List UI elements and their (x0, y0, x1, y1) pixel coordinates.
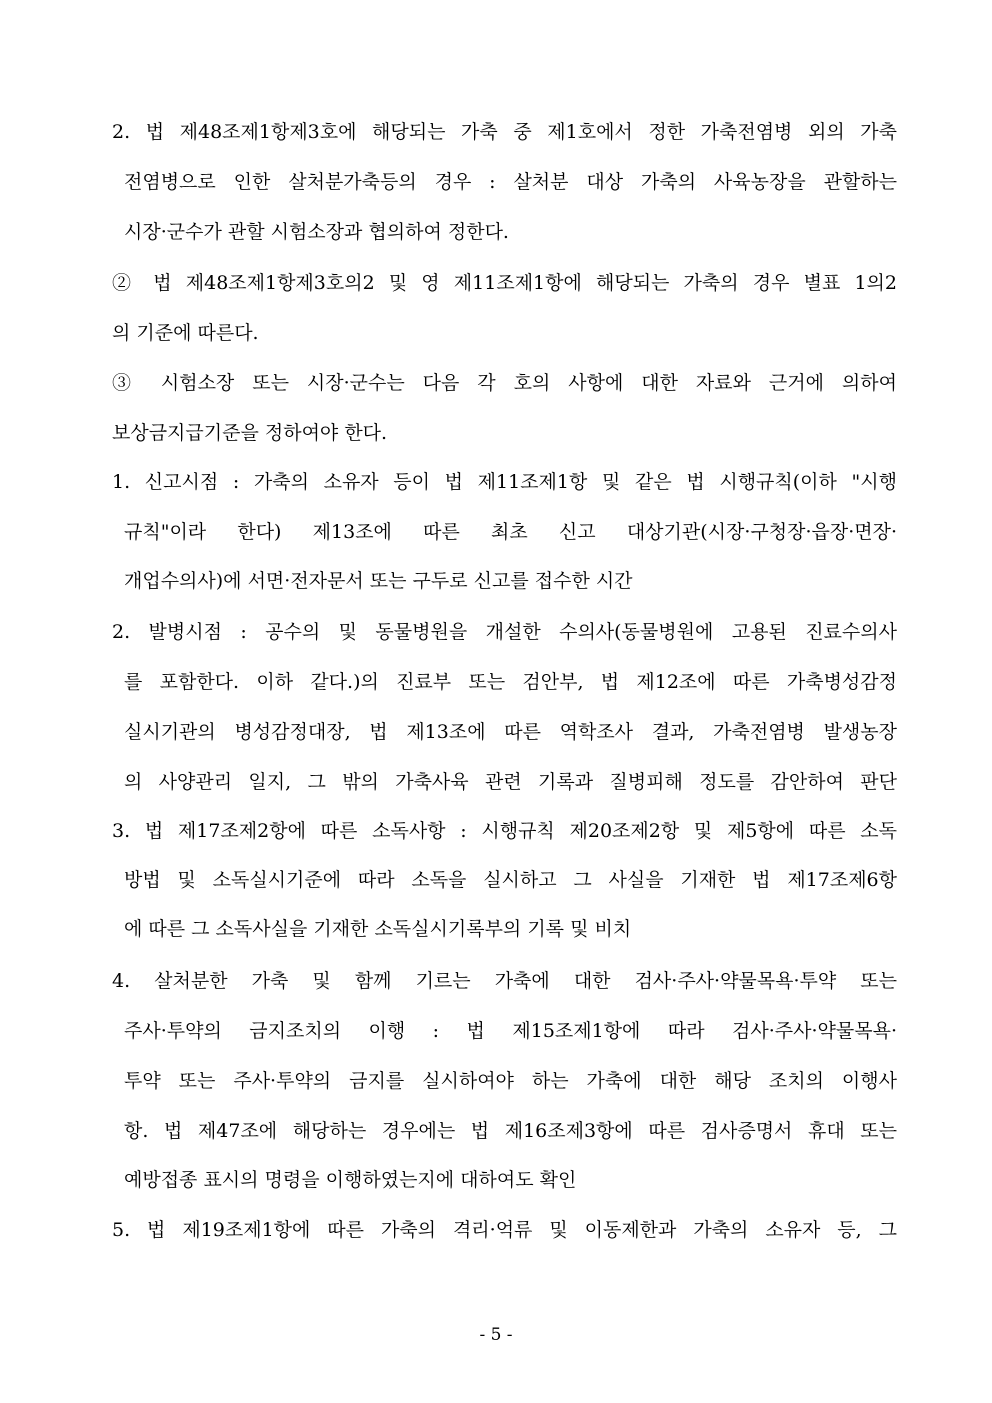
text-line: 투약 또는 주사·투약의 금지를 실시하여야 하는 가축에 대한 해당 조치의 이행사 (124, 1070, 897, 1092)
text-line: 4. 살처분한 가축 및 함께 기르는 가축에 대한 검사·주사·약물목욕·투약 또는 (112, 970, 897, 992)
text-line: ③ 시험소장 또는 시장·군수는 다음 각 호의 사항에 대한 자료와 근거에 의하여 (112, 372, 897, 394)
text-line: 의 사양관리 일지, 그 밖의 가축사육 관련 기록과 질병피해 정도를 감안하여 판단 (124, 771, 897, 793)
text-line: 에 따른 그 소독사실을 기재한 소독실시기록부의 기록 및 비치 (124, 918, 632, 940)
page-number: - 5 - (479, 1325, 513, 1345)
text-line: 주사·투약의 금지조치의 이행 : 법 제15조제1항에 따라 검사·주사·약물목욕· (124, 1020, 897, 1042)
text-line: 3. 법 제17조제2항에 따른 소독사항 : 시행규칙 제20조제2항 및 제5항에 따른 소독 (112, 820, 897, 842)
text-line: 1. 신고시점 : 가축의 소유자 등이 법 제11조제1항 및 같은 법 시행규칙(이하 "시행 (112, 471, 897, 493)
text-line: 2. 발병시점 : 공수의 및 동물병원을 개설한 수의사(동물병원에 고용된 진료수의사 (112, 621, 897, 643)
text-line: 2. 법 제48조제1항제3호에 해당되는 가축 중 제1호에서 정한 가축전염병 외의 가축 (112, 121, 897, 143)
text-line: 시장·군수가 관할 시험소장과 협의하여 정한다. (124, 221, 509, 243)
text-line: 항. 법 제47조에 해당하는 경우에는 법 제16조제3항에 따른 검사증명서 휴대 또는 (124, 1120, 897, 1142)
text-line: 방법 및 소독실시기준에 따라 소독을 실시하고 그 사실을 기재한 법 제17조제6항 (124, 869, 897, 891)
text-line: 규칙"이라 한다) 제13조에 따른 최초 신고 대상기관(시장·구청장·읍장·면장· (124, 521, 897, 543)
text-line: 실시기관의 병성감정대장, 법 제13조에 따른 역학조사 결과, 가축전염병 발생농장 (124, 721, 897, 743)
text-line: ② 법 제48조제1항제3호의2 및 영 제11조제1항에 해당되는 가축의 경우 별표 1의2 (112, 272, 897, 294)
text-line: 예방접종 표시의 명령을 이행하였는지에 대하여도 확인 (124, 1169, 577, 1191)
text-line: 보상금지급기준을 정하여야 한다. (112, 422, 388, 444)
text-line: 개업수의사)에 서면·전자문서 또는 구두로 신고를 접수한 시간 (124, 570, 633, 592)
text-line: 를 포함한다. 이하 같다.)의 진료부 또는 검안부, 법 제12조에 따른 가축병성감정 (124, 671, 897, 693)
text-line: 전염병으로 인한 살처분가축등의 경우 : 살처분 대상 가축의 사육농장을 관할하는 (124, 171, 897, 193)
text-line: 5. 법 제19조제1항에 따른 가축의 격리·억류 및 이동제한과 가축의 소유자 등, 그 (112, 1219, 897, 1241)
text-line: 의 기준에 따른다. (112, 322, 259, 344)
